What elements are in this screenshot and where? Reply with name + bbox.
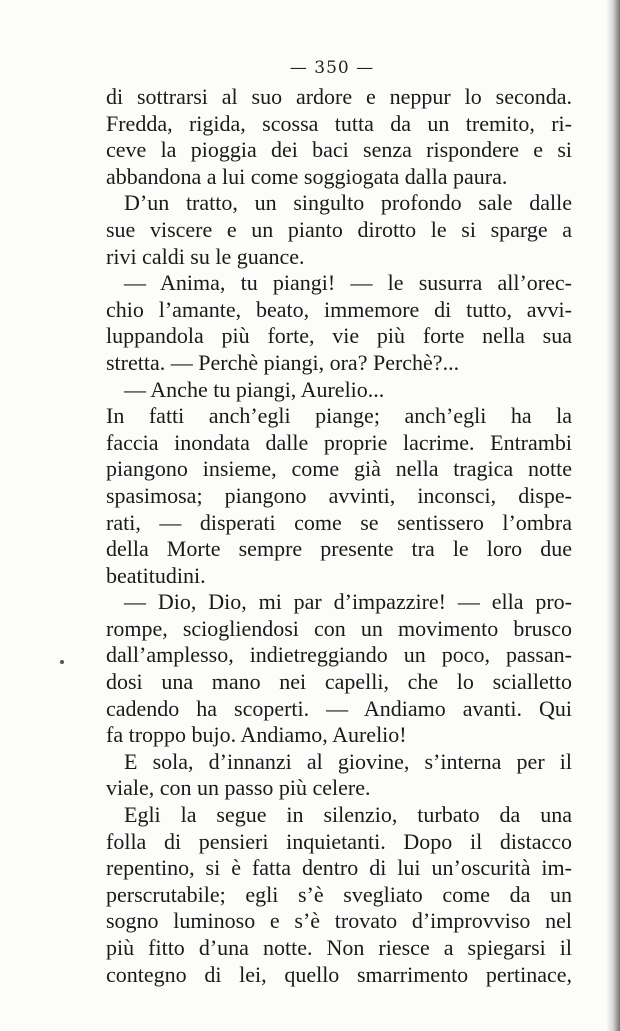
text-line: beatitudini. <box>106 562 206 588</box>
text-line: di sottrarsi al suo ardore e neppur lo seconda. <box>106 84 572 109</box>
text-line: sogno luminoso e s’è trovato d’improvviso nel <box>106 908 572 934</box>
text-line: In fatti anch’egli piange; anch’egli ha la <box>106 403 572 429</box>
text-line: Fredda, rigida, scossa tutta da un tremito, ri- <box>106 110 572 136</box>
text-line: repentino, si è fatta dentro di lui un’oscurità im- <box>106 855 572 881</box>
text-line: faccia inondata dalle proprie lacrime. Entrambi <box>106 429 572 455</box>
text-line: stretta. — Perchè piangi, ora? Perchè?... <box>106 349 460 375</box>
text-line: — Anima, tu piangi! — le susurra all’orec- <box>124 270 572 296</box>
text-line: — Dio, Dio, mi par d’impazzire! — ella pro- <box>124 589 572 615</box>
text-line: spasimosa; piangono avvinti, inconsci, dispe- <box>106 482 572 508</box>
text-line: rati, — disperati come se sentissero l’ombra <box>106 509 572 535</box>
text-line: — Anche tu piangi, Aurelio... <box>124 376 385 402</box>
text-line: luppandola più forte, vie più forte nella sua <box>106 323 572 349</box>
text-line: E sola, d’innanzi al giovine, s’interna per il <box>124 748 572 774</box>
text-line: dosi una mano nei capelli, che lo scialletto <box>106 669 572 695</box>
text-line: rompe, sciogliendosi con un movimento brusco <box>106 615 572 641</box>
text-line: fa troppo bujo. Andiamo, Aurelio! <box>106 722 407 748</box>
text-line: D’un tratto, un singulto profondo sale dalle <box>124 190 572 216</box>
text-line: rivi caldi su le guance. <box>106 243 305 269</box>
text-line: piangono insieme, come già nella tragica notte <box>106 456 572 482</box>
text-line: contegno di lei, quello smarrimento pertinace, <box>106 961 572 987</box>
text-line: più fitto d’una notte. Non riesce a spiegarsi il <box>106 935 572 960</box>
margin-mark <box>60 660 64 664</box>
text-line: ceve la pioggia dei baci senza rispondere e si <box>106 137 572 163</box>
text-line: dall’amplesso, indietreggiando un poco, passan- <box>106 642 572 668</box>
page-number: — 350 — <box>289 58 375 78</box>
text-line: folla di pensieri inquietanti. Dopo il distacco <box>106 828 572 854</box>
page-edge-shadow <box>606 0 620 1031</box>
text-line: cadendo ha scoperti. — Andiamo avanti. Qui <box>106 695 572 721</box>
text-line: perscrutabile; egli s’è svegliato come da un <box>106 881 572 907</box>
text-line: sue viscere e un pianto dirotto le si sparge a <box>106 216 572 242</box>
text-line: della Morte sempre presente tra le loro due <box>106 536 572 562</box>
text-line: viale, con un passo più celere. <box>106 775 371 801</box>
body-text <box>106 84 572 988</box>
text-line: abbandona a lui come soggiogata dalla paura. <box>106 163 508 189</box>
text-line: Egli la segue in silenzio, turbato da una <box>124 802 572 828</box>
text-line: chio l’amante, beato, immemore di tutto, avvi- <box>106 296 572 322</box>
